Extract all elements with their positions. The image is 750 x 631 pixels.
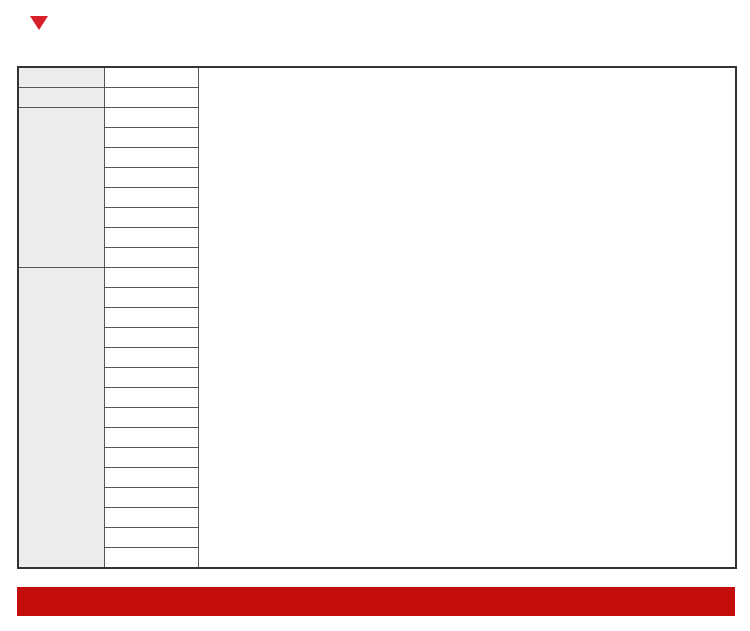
city-cell <box>104 128 198 148</box>
table-row <box>18 228 736 248</box>
table-row <box>18 208 736 228</box>
city-cell <box>104 88 198 108</box>
table-row <box>18 188 736 208</box>
table-row <box>18 248 736 268</box>
city-table <box>17 66 737 569</box>
table-row <box>18 528 736 548</box>
city-cell <box>104 308 198 328</box>
city-cell <box>104 408 198 428</box>
city-cell <box>104 188 198 208</box>
table-row <box>18 308 736 328</box>
table-row <box>18 368 736 388</box>
table-row <box>18 508 736 528</box>
province-cell <box>18 108 104 268</box>
city-cell <box>104 348 198 368</box>
city-cell <box>104 148 198 168</box>
table-row <box>18 448 736 468</box>
table-row <box>18 408 736 428</box>
table-row <box>18 108 736 128</box>
city-cell <box>104 268 198 288</box>
city-cell <box>104 168 198 188</box>
province-cell <box>18 88 104 108</box>
province-cell <box>18 67 104 88</box>
table-row <box>18 388 736 408</box>
table-row <box>18 468 736 488</box>
city-cell <box>104 548 198 569</box>
table-row <box>18 428 736 448</box>
province-cell <box>18 268 104 569</box>
city-cell <box>104 508 198 528</box>
table-row <box>18 148 736 168</box>
city-cell <box>104 488 198 508</box>
table-row <box>18 288 736 308</box>
city-cell <box>104 428 198 448</box>
table-row <box>18 67 736 88</box>
city-cell <box>104 368 198 388</box>
city-cell <box>104 228 198 248</box>
table-row <box>18 328 736 348</box>
city-cell <box>104 448 198 468</box>
city-cell <box>104 388 198 408</box>
page-header <box>30 10 58 36</box>
city-cell <box>104 248 198 268</box>
city-cell <box>104 67 198 88</box>
city-cell <box>104 468 198 488</box>
city-cell <box>104 328 198 348</box>
city-cell <box>104 528 198 548</box>
city-cell <box>104 208 198 228</box>
city-cell <box>104 288 198 308</box>
table-row <box>18 128 736 148</box>
table-row <box>18 268 736 288</box>
table-row <box>18 548 736 569</box>
footnote <box>17 587 735 616</box>
table-row <box>18 168 736 188</box>
table-row <box>18 488 736 508</box>
table-row <box>18 88 736 108</box>
triangle-down-icon <box>30 16 48 30</box>
table-row <box>18 348 736 368</box>
city-cell <box>104 108 198 128</box>
